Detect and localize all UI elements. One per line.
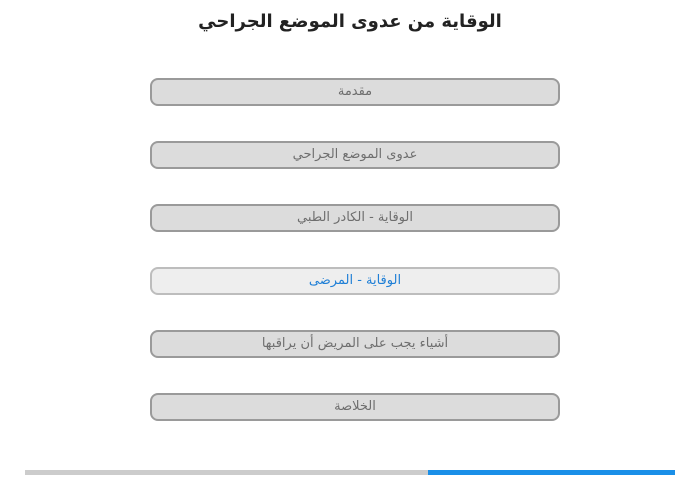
menu-item-introduction[interactable]: مقدمة bbox=[150, 78, 560, 106]
menu-item-prevention-patients[interactable]: الوقاية - المرضى bbox=[150, 267, 560, 295]
menu-item-prevention-medical-staff[interactable]: الوقاية - الكادر الطبي bbox=[150, 204, 560, 232]
page-title: الوقاية من عدوى الموضع الجراحي bbox=[198, 11, 502, 32]
menu-item-surgical-site-infection[interactable]: عدوى الموضع الجراحي bbox=[150, 141, 560, 169]
menu-item-summary[interactable]: الخلاصة bbox=[150, 393, 560, 421]
progress-bar-fill bbox=[428, 470, 675, 475]
chapter-menu bbox=[150, 78, 560, 456]
menu-item-things-patient-should-watch[interactable]: أشياء يجب على المريض أن يراقبها bbox=[150, 330, 560, 358]
progress-bar bbox=[25, 470, 675, 475]
